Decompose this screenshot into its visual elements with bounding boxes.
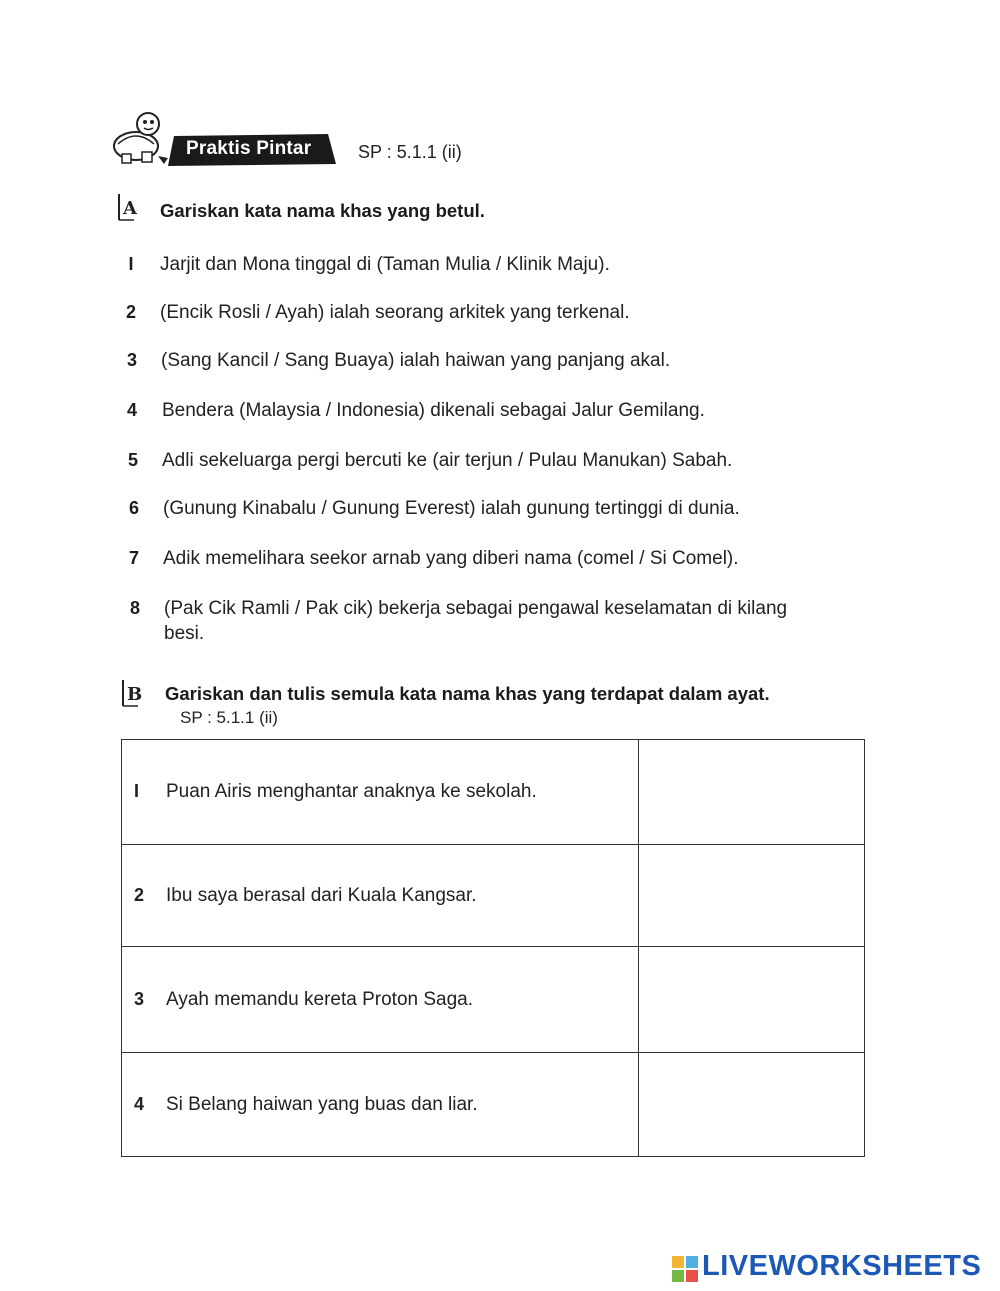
item-number: 5 bbox=[127, 450, 138, 470]
list-item: (Pak Cik Ramli / Pak cik) bekerja sebagai pengawal keselamatan di kilang bbox=[164, 598, 788, 619]
item-number: 6 bbox=[128, 498, 139, 518]
item-number: 7 bbox=[128, 548, 139, 568]
table-row bbox=[122, 740, 865, 845]
item-number: 8 bbox=[129, 598, 140, 618]
question-cell bbox=[122, 740, 639, 845]
section-a-icon bbox=[116, 192, 146, 222]
question-text: Ayah memandu kereta Proton Saga. bbox=[166, 988, 474, 1010]
answer-cell[interactable] bbox=[638, 1053, 864, 1157]
table-row bbox=[122, 947, 865, 1053]
list-item: Bendera (Malaysia / Indonesia) dikenali sebagai Jalur Gemilang. bbox=[162, 400, 705, 421]
question-number: 2 bbox=[134, 884, 145, 905]
header bbox=[108, 108, 528, 170]
section-a-letter: A bbox=[123, 198, 137, 219]
question-cell bbox=[122, 845, 639, 947]
list-item: Jarjit dan Mona tinggal di (Taman Mulia / Klinik Maju). bbox=[160, 254, 610, 275]
item-number: 3 bbox=[126, 350, 137, 370]
question-cell bbox=[122, 1053, 639, 1157]
question-text: Ibu saya berasal dari Kuala Kangsar. bbox=[166, 884, 477, 906]
question-cell bbox=[122, 947, 639, 1053]
table-row bbox=[122, 845, 865, 947]
question-number: 4 bbox=[134, 1093, 145, 1114]
section-a-instruction: Gariskan kata nama khas yang betul. bbox=[160, 200, 485, 221]
list-item: (Encik Rosli / Ayah) ialah seorang arkitek yang terkenal. bbox=[160, 302, 630, 323]
item-number: 4 bbox=[126, 400, 137, 420]
list-item: (Gunung Kinabalu / Gunung Everest) ialah gunung tertinggi di dunia. bbox=[163, 498, 740, 519]
question-text: Si Belang haiwan yang buas dan liar. bbox=[166, 1093, 478, 1115]
item-number: I bbox=[128, 254, 134, 274]
liveworksheets-watermark bbox=[672, 1248, 982, 1288]
question-number: 3 bbox=[134, 988, 145, 1009]
list-item: Adli sekeluarga pergi bercuti ke (air terjun / Pulau Manukan) Sabah. bbox=[162, 450, 733, 471]
question-number: I bbox=[134, 781, 140, 801]
answer-table bbox=[121, 739, 865, 1157]
list-item: (Sang Kancil / Sang Buaya) ialah haiwan yang panjang akal. bbox=[161, 350, 671, 371]
list-item: Adik memelihara seekor arnab yang diberi nama (comel / Si Comel). bbox=[163, 548, 739, 569]
item-number: 2 bbox=[125, 302, 136, 322]
watermark-text: LIVEWORKSHEETS bbox=[702, 1250, 982, 1282]
answer-cell[interactable] bbox=[638, 947, 864, 1053]
table-row bbox=[122, 1053, 865, 1157]
question-text: Puan Airis menghantar anaknya ke sekolah. bbox=[166, 781, 537, 802]
banner-title: Praktis Pintar bbox=[186, 138, 312, 159]
liveworksheets-logo-icon bbox=[672, 1256, 698, 1282]
list-item-continuation: besi. bbox=[164, 623, 205, 644]
answer-cell[interactable] bbox=[638, 740, 864, 845]
section-b-instruction: Gariskan dan tulis semula kata nama khas yang terdapat dalam ayat. bbox=[165, 683, 770, 704]
answer-cell[interactable] bbox=[638, 845, 864, 947]
section-b-sp-code: SP : 5.1.1 (ii) bbox=[180, 708, 278, 727]
section-b-letter: B bbox=[127, 684, 143, 705]
sp-code: SP : 5.1.1 (ii) bbox=[358, 142, 462, 162]
section-b-icon bbox=[120, 678, 150, 708]
turtle-mascot-icon bbox=[108, 108, 172, 168]
